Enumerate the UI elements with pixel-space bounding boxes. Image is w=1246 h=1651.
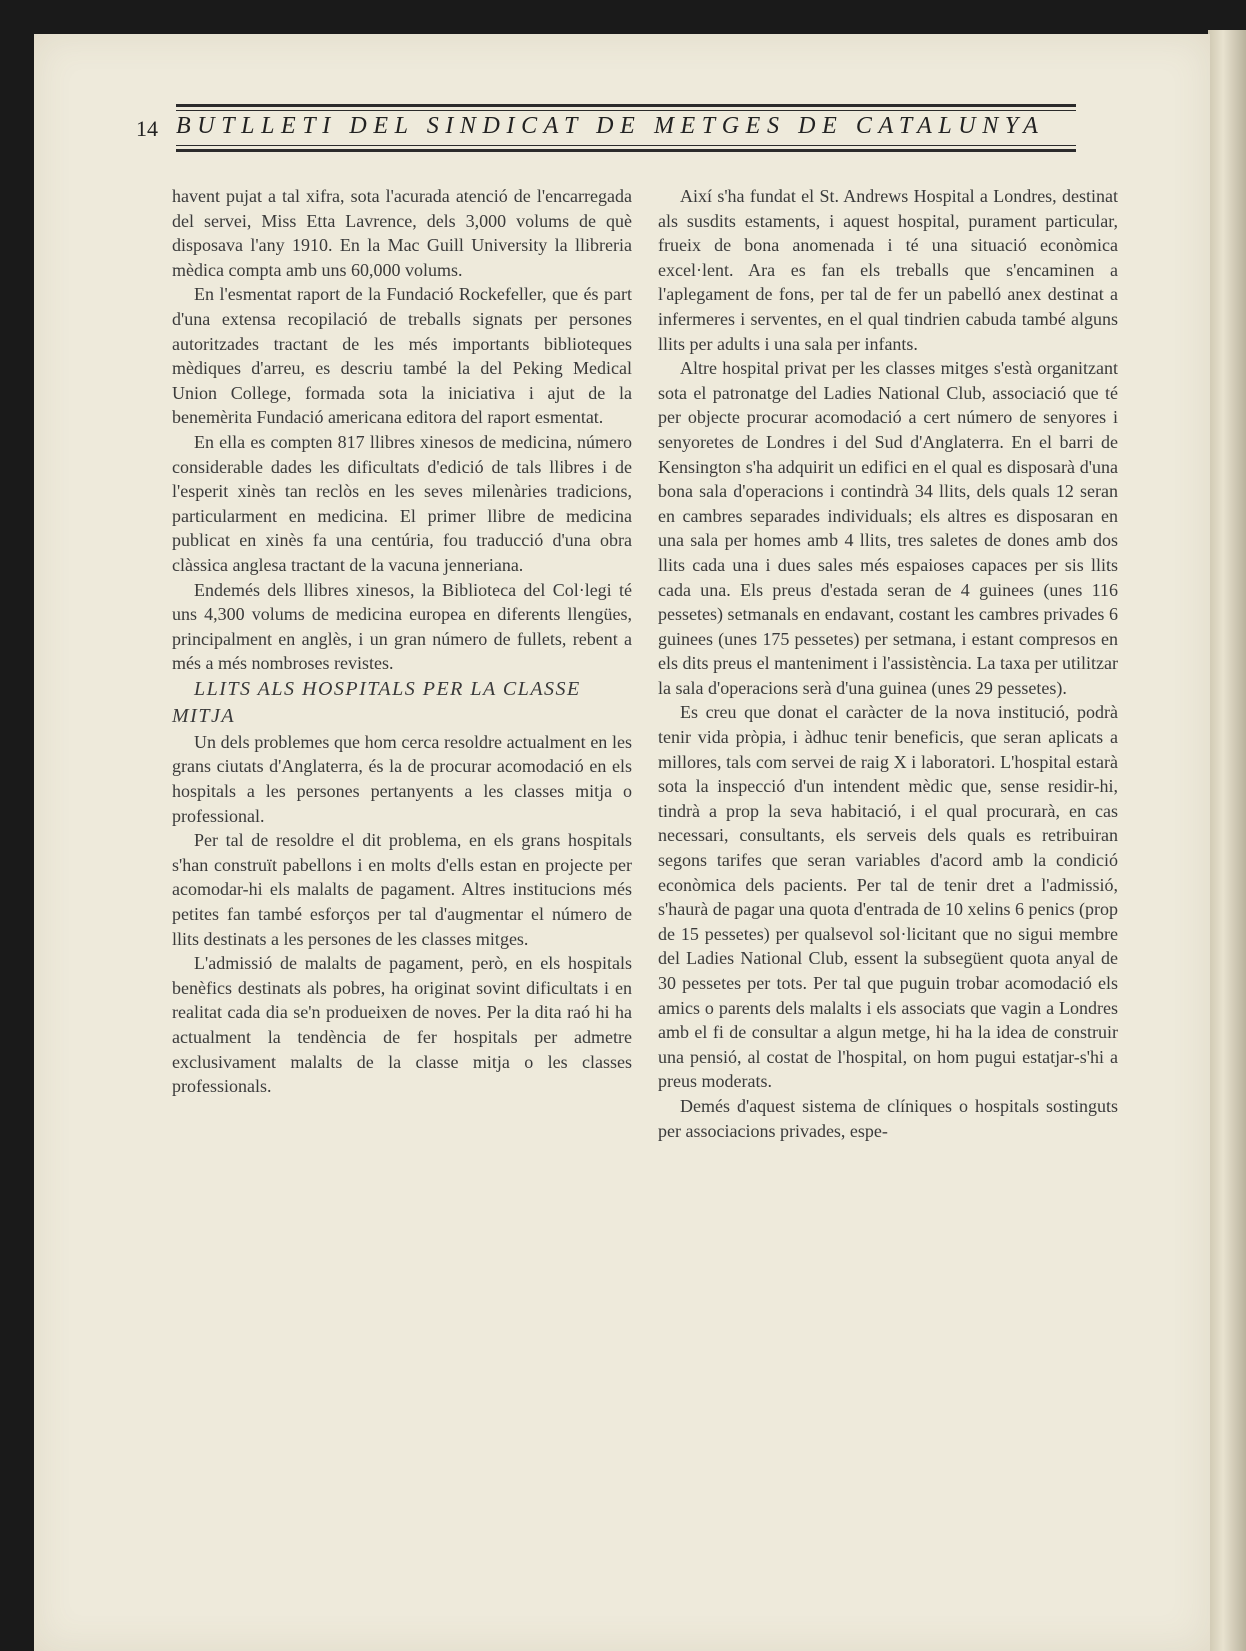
header-rule-top-thin (176, 110, 1076, 111)
paragraph: Es creu que donat el caràcter de la nova institució, podrà tenir vida pròpia, i àdhuc tenir beneficis, que seran aplicats a millores, tals com servei de raig X i laboratori. L'hospital estarà sota la inspecció d'un intendent mèdic que, sense residir-hi, tindrà a prop la seva habitació, i el qual procurarà, en cas necessari, consultants, els serveis dels quals es retribuiran segons tarifes que seran variables d'acord amb la condició econòmica dels pacients. Per tal de tenir dret a l'admissió, s'haurà de pagar una quota d'entrada de 10 xelins 6 penics (prop de 15 pessetes) per qualsevol sol·licitant que no sigui membre del Ladies National Club, essent la subsegüent quota anyal de 30 pessetes per tots. Per tal que puguin trobar acomodació els amics o parents dels malalts i els associats que vagin a Londres amb el fi de consultar a algun metge, hi ha la idea de construir una pensió, al costat de l'hospital, on hom pugui estatjar-s'hi a preus moderats. (658, 702, 1118, 1092)
paragraph: En l'esmentat raport de la Fundació Rockefeller, que és part d'una extensa recopilació de treballs signats per persones autoritzades tractant de les més importants biblioteques mèdiques d'arreu, es descriu també la del Peking Medical Union College, formada sota la iniciativa i ajut de la benemèrita Fundació americana editora del raport esmentat. (172, 284, 632, 428)
paragraph: Així s'ha fundat el St. Andrews Hospital a Londres, destinat als susdits estaments, i aquest hospital, purament particular, frueix de bona anomenada i té una situació econòmica excel·lent. Ara es fan els treballs que s'encaminen a l'aplegament de fons, per tal de fer un pabelló anex destinat a infermeres i serventes, en el qual tindrien cabuda també alguns llits per adults i una sala per infants. (658, 186, 1118, 354)
left-column (172, 184, 632, 1099)
header-rule-bottom (176, 149, 1076, 152)
paragraph: Endemés dels llibres xinesos, la Biblioteca del Col·legi té uns 4,300 volums de medicina europea en diferents llengües, principalment en anglès, i un gran número de fullets, rebent a més a més nombroses revistes. (172, 579, 632, 674)
page-header (136, 72, 1076, 156)
paragraph: L'admissió de malalts de pagament, però, en els hospitals benèfics destinats als pobres, ha originat sovint dificultats i en realitat cada dia se'n produeixen de noves. Per la dita raó hi ha actualment la tendència de fer hospitals per admetre exclusivament malalts de la classe mitja o les classes professionals. (172, 953, 632, 1097)
page-number: 14 (136, 116, 158, 141)
header-rule-bottom-thin (176, 145, 1076, 146)
paragraph: Demés d'aquest sistema de clíniques o hospitals sostinguts per associacions privades, espe- (658, 1095, 1118, 1141)
scan-edge (1208, 30, 1246, 1651)
paragraph: Altre hospital privat per les classes mitges s'està organitzant sota el patronatge del Ladies National Club, associació que té per objecte procurar acomodació a cert número de senyores i senyoretes de Londres i del Sud d'Anglaterra. En el barri de Kensington s'ha adquirit un edifici en el qual es disposarà d'una bona sala d'operacions i contindrà 34 llits, dels quals 12 seran en cambres separades individuals; els altres es disposaran en una sala per homes amb 4 llits, tres saletes de dones amb dos llits cada una i dues sales més espaioses capaces per sis llits cada una. Els preus d'estada seran de 4 guinees (unes 116 pessetes) setmanals en endavant, costant les cambres privades 6 guinees (unes 175 pessetes) per setmana, i estant compresos en els dits preus el manteniment i l'assistència. La taxa per utilitzar la sala d'operacions serà d'una guinea (unes 29 pessetes). (658, 358, 1118, 698)
paragraph: Un dels problemes que hom cerca resoldre actualment en les grans ciutats d'Anglaterra, és la de procurar acomodació en els hospitals a les persones pertanyents a les classes mitja o professional. (172, 731, 632, 826)
right-column (658, 184, 1118, 1143)
paragraph: Per tal de resoldre el dit problema, en els grans hospitals s'han construït pabellons i en molts d'ells estan en projecte per acomodar-hi els malalts de pagament. Altres institucions més petites fan també esforços per tal d'augmentar el número de llits destinats a les persones de les classes mitges. (172, 830, 632, 949)
paragraph: En ella es compten 817 llibres xinesos de medicina, número considerable dades les dificultats d'edició de tals llibres i de l'esperit xinès tan reclòs en les seves milenàries tradicions, particularment en medicina. El primer llibre de medicina publicat en xinès fa una centúria, fou traducció d'una obra clàssica anglesa tractant de la vacuna jenneriana. (172, 431, 632, 575)
running-title: BUTLLETI DEL SINDICAT DE METGES DE CATALUNYA (176, 113, 1045, 139)
paragraph: havent pujat a tal xifra, sota l'acurada atenció de l'encarregada del servei, Miss Etta Lavrence, dels 3,000 volums de què disposava l'any 1910. En la Mac Guill University la llibreria mèdica compta amb uns 60,000 volums. (172, 186, 632, 280)
section-title: LLITS ALS HOSPITALS PER LA CLASSE MITJA (172, 677, 581, 727)
header-rule-top (176, 104, 1076, 107)
